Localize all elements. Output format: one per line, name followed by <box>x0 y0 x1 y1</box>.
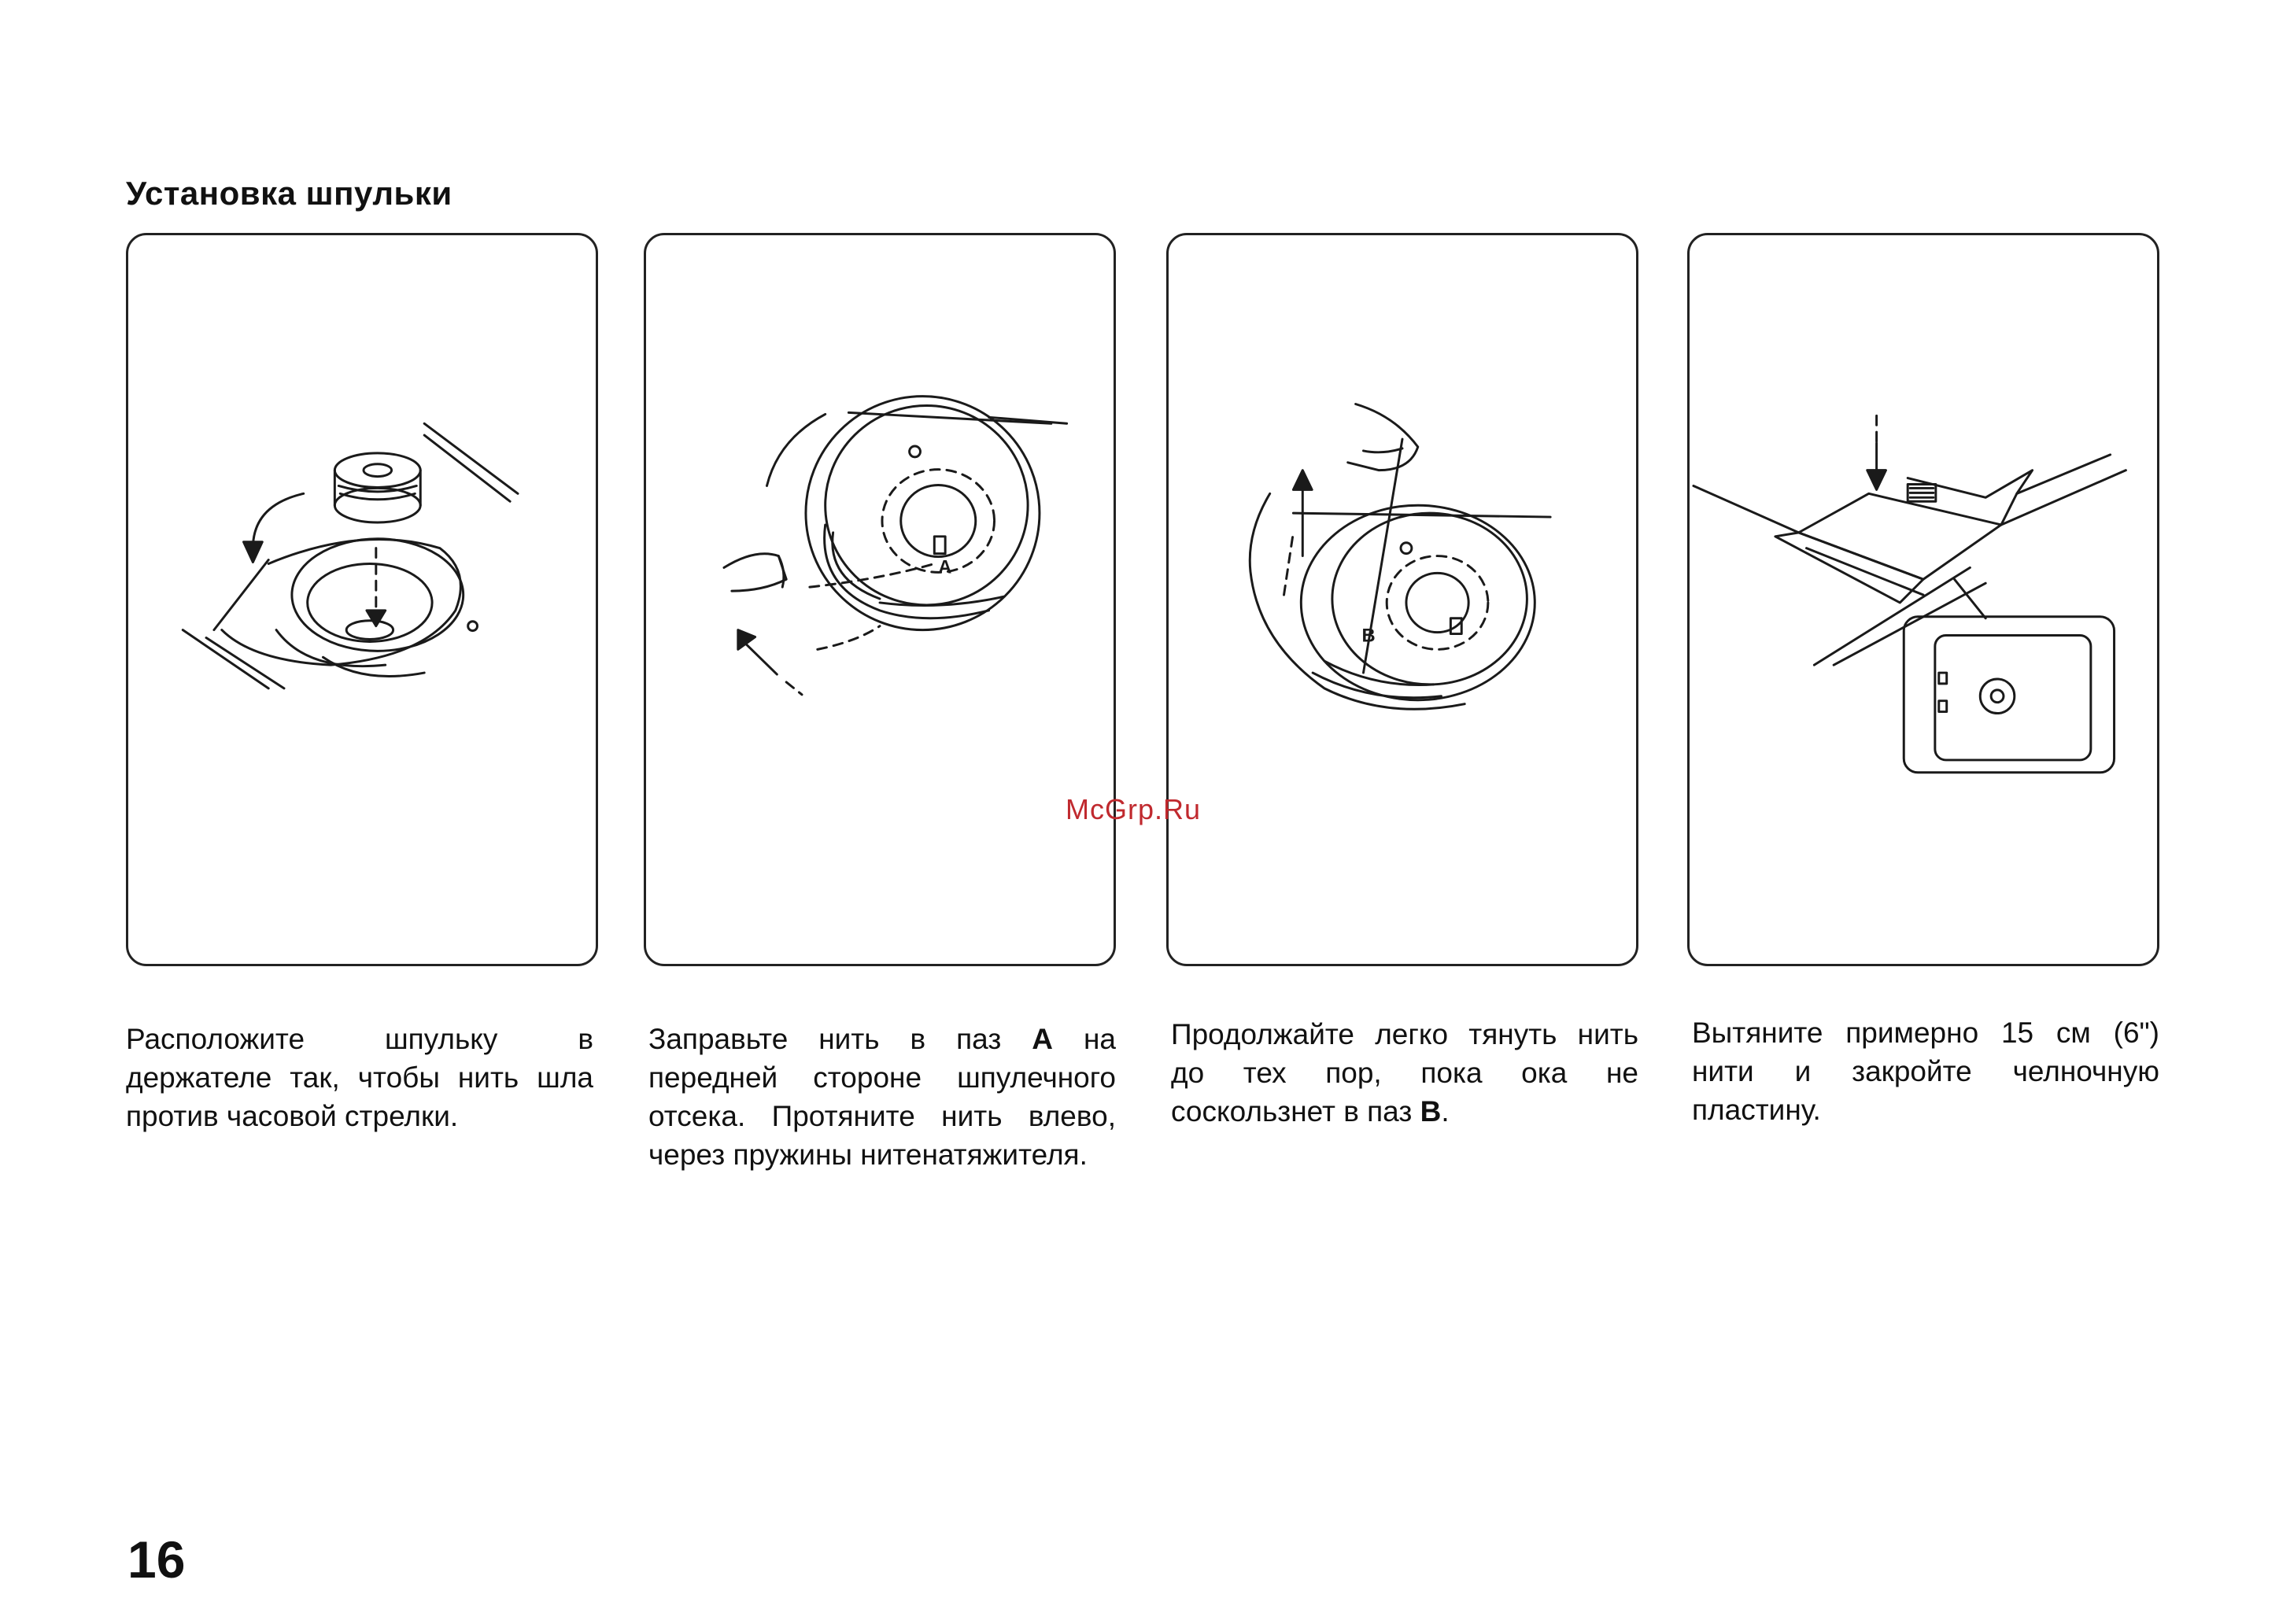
step-3-illustration-panel <box>1166 233 1638 966</box>
step-2-illustration-panel <box>644 233 1116 966</box>
step-2-caption <box>648 1020 1116 1174</box>
step-3-text-end: . <box>1441 1095 1450 1128</box>
step-4-caption <box>1692 1013 2159 1129</box>
bobbin-placement-illustration <box>128 235 596 964</box>
groove-a-label: A <box>1032 1023 1054 1055</box>
step-3-caption <box>1171 1015 1638 1131</box>
thread-groove-a-illustration <box>646 235 1114 964</box>
step-3-text-start: Продолжайте легко тянуть нить до тех пор, пока ока не соскользнет в паз <box>1171 1018 1638 1128</box>
close-needle-plate-illustration <box>1690 235 2157 964</box>
groove-b-label: B <box>1420 1095 1442 1128</box>
step-2-text-start: Заправьте нить в паз <box>648 1023 1032 1055</box>
step-4-illustration-panel <box>1687 233 2159 966</box>
svg-text:A: A <box>938 556 952 578</box>
section-title: Установка шпульки <box>126 175 452 212</box>
step-1-text: Расположите шпульку в держателе так, чтобы нить шла против часовой стрелки. <box>126 1023 593 1132</box>
step-1-caption <box>126 1020 593 1135</box>
thread-groove-b-illustration <box>1169 235 1636 964</box>
step-2-text-end: на передней стороне шпулечного отсека. Протяните нить влево, через пружины нитенатяжителя. <box>648 1023 1116 1171</box>
step-4-text: Вытяните примерно 15 см (6") нити и закройте челночную пластину. <box>1692 1017 2159 1126</box>
page-number: 16 <box>127 1530 186 1589</box>
svg-text:B: B <box>1361 625 1376 647</box>
step-1-illustration-panel <box>126 233 598 966</box>
watermark: McGrp.Ru <box>1066 793 1202 825</box>
